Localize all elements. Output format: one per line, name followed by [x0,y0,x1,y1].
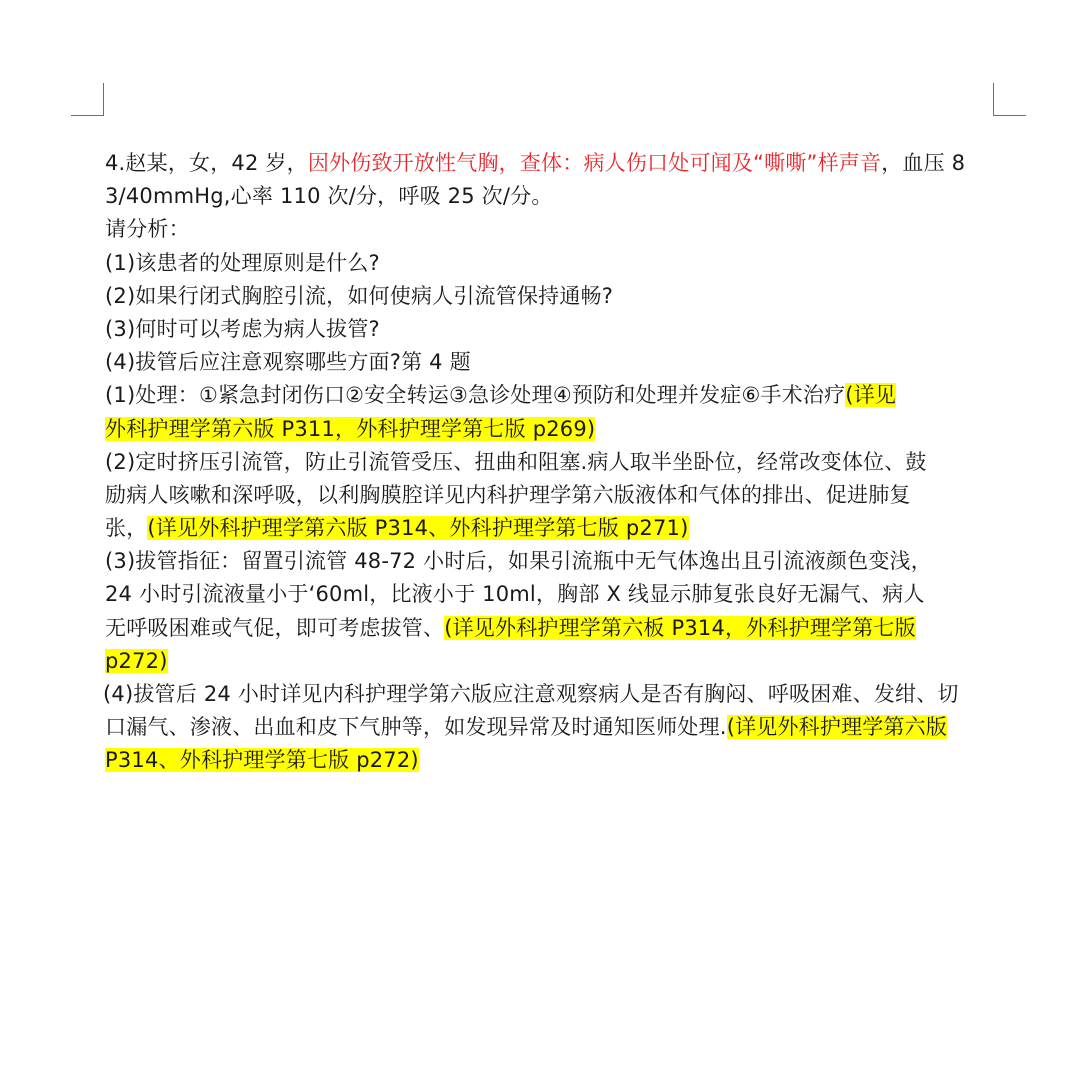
question-1-text: (1)该患者的处理原则是什么? [105,250,380,275]
question-line-2 [105,180,1000,213]
question-3-text: (3)何时可以考虑为病人拔管? [105,316,380,341]
answer-4-line-3 [105,744,1000,777]
answer-3-text: (3)拔管指征：留置引流管 48-72 小时后，如果引流瓶中无气体逸出且引流液颜色变浅， [105,549,932,574]
answer-2-line-1 [105,446,1000,479]
highlighted-reference: 外科护理学第六版 P311，外科护理学第七版 p269) [105,416,596,441]
answer-1-line-2 [105,413,1000,446]
answer-2-text-end: 张， [105,516,148,541]
analysis-heading-text: 请分析： [105,217,190,242]
answer-2-text-cont: 励病人咳嗽和深呼吸，以利胸膜腔详见内科护理学第六版液体和气体的排出、促进肺复 [105,482,911,507]
highlighted-reference: (详见外科护理学第六版 P314、外科护理学第七版 p271) [147,516,689,541]
question-3 [105,313,1000,346]
answer-3-line-2 [105,578,1000,611]
answer-2-text: (2)定时挤压引流管，防止引流管受压、扭曲和阻塞.病人取半坐卧位，经常改变体位、鼓 [105,449,927,474]
vital-signs-text: 3/40mmHg,心率 110 次/分，呼吸 25 次/分。 [105,184,553,209]
question-intro-text: 4.赵某，女，42 岁， [105,151,308,175]
document-body [105,147,1000,778]
question-intro-text-cont: ，血压 8 [881,151,966,175]
answer-3-line-1 [105,545,1000,578]
answer-3-line-4 [105,645,1000,678]
question-2-text: (2)如果行闭式胸腔引流，如何使病人引流管保持通畅? [105,283,614,308]
answer-4-text: (4)拔管后 24 小时详见内科护理学第六版应注意观察病人是否有胸闷、呼吸困难、发绀、切 [103,682,959,706]
question-1 [105,247,1000,280]
top-right-corner-mark [993,83,1026,116]
answer-4-line-1 [103,678,1000,711]
answer-3-text-end: 无呼吸困难或气促，即可考虑拔管、 [105,615,445,640]
answer-1-text: (1)处理：①紧急封闭伤口②安全转运③急诊处理④预防和处理并发症⑥手术治疗 [105,383,846,408]
answer-2-line-2 [105,479,1000,512]
highlighted-reference: (详见 [845,383,897,408]
answer-2-line-3 [105,512,1000,545]
emphasized-text: 因外伤致开放性气胸，查体：病人伤口处可闻及“嘶嘶”样声音 [307,151,882,175]
answer-3-line-3 [105,612,1000,645]
answer-1-line-1 [105,379,1000,412]
highlighted-reference: (详见外科护理学第六板 P314，外科护理学第七版 [444,615,916,640]
analysis-heading [105,213,1000,246]
question-2 [105,280,1000,313]
answer-3-text-cont: 24 小时引流液量小于‘60ml，比液小于 10ml，胸部 X 线显示肺复张良好无漏气、病人 [105,582,925,607]
answer-4-line-2 [105,711,1000,744]
top-left-corner-mark [71,83,104,116]
highlighted-reference: p272) [105,648,168,673]
answer-4-text-cont: 口漏气、渗液、出血和皮下气肿等，如发现异常及时通知医师处理. [105,715,727,740]
highlighted-reference: (详见外科护理学第六版 [726,715,948,740]
highlighted-reference: P314、外科护理学第七版 p272) [105,748,419,773]
question-4 [105,346,1000,379]
question-4-text: (4)拔管后应注意观察哪些方面?第 4 题 [105,350,471,375]
question-line-1 [105,147,1000,180]
